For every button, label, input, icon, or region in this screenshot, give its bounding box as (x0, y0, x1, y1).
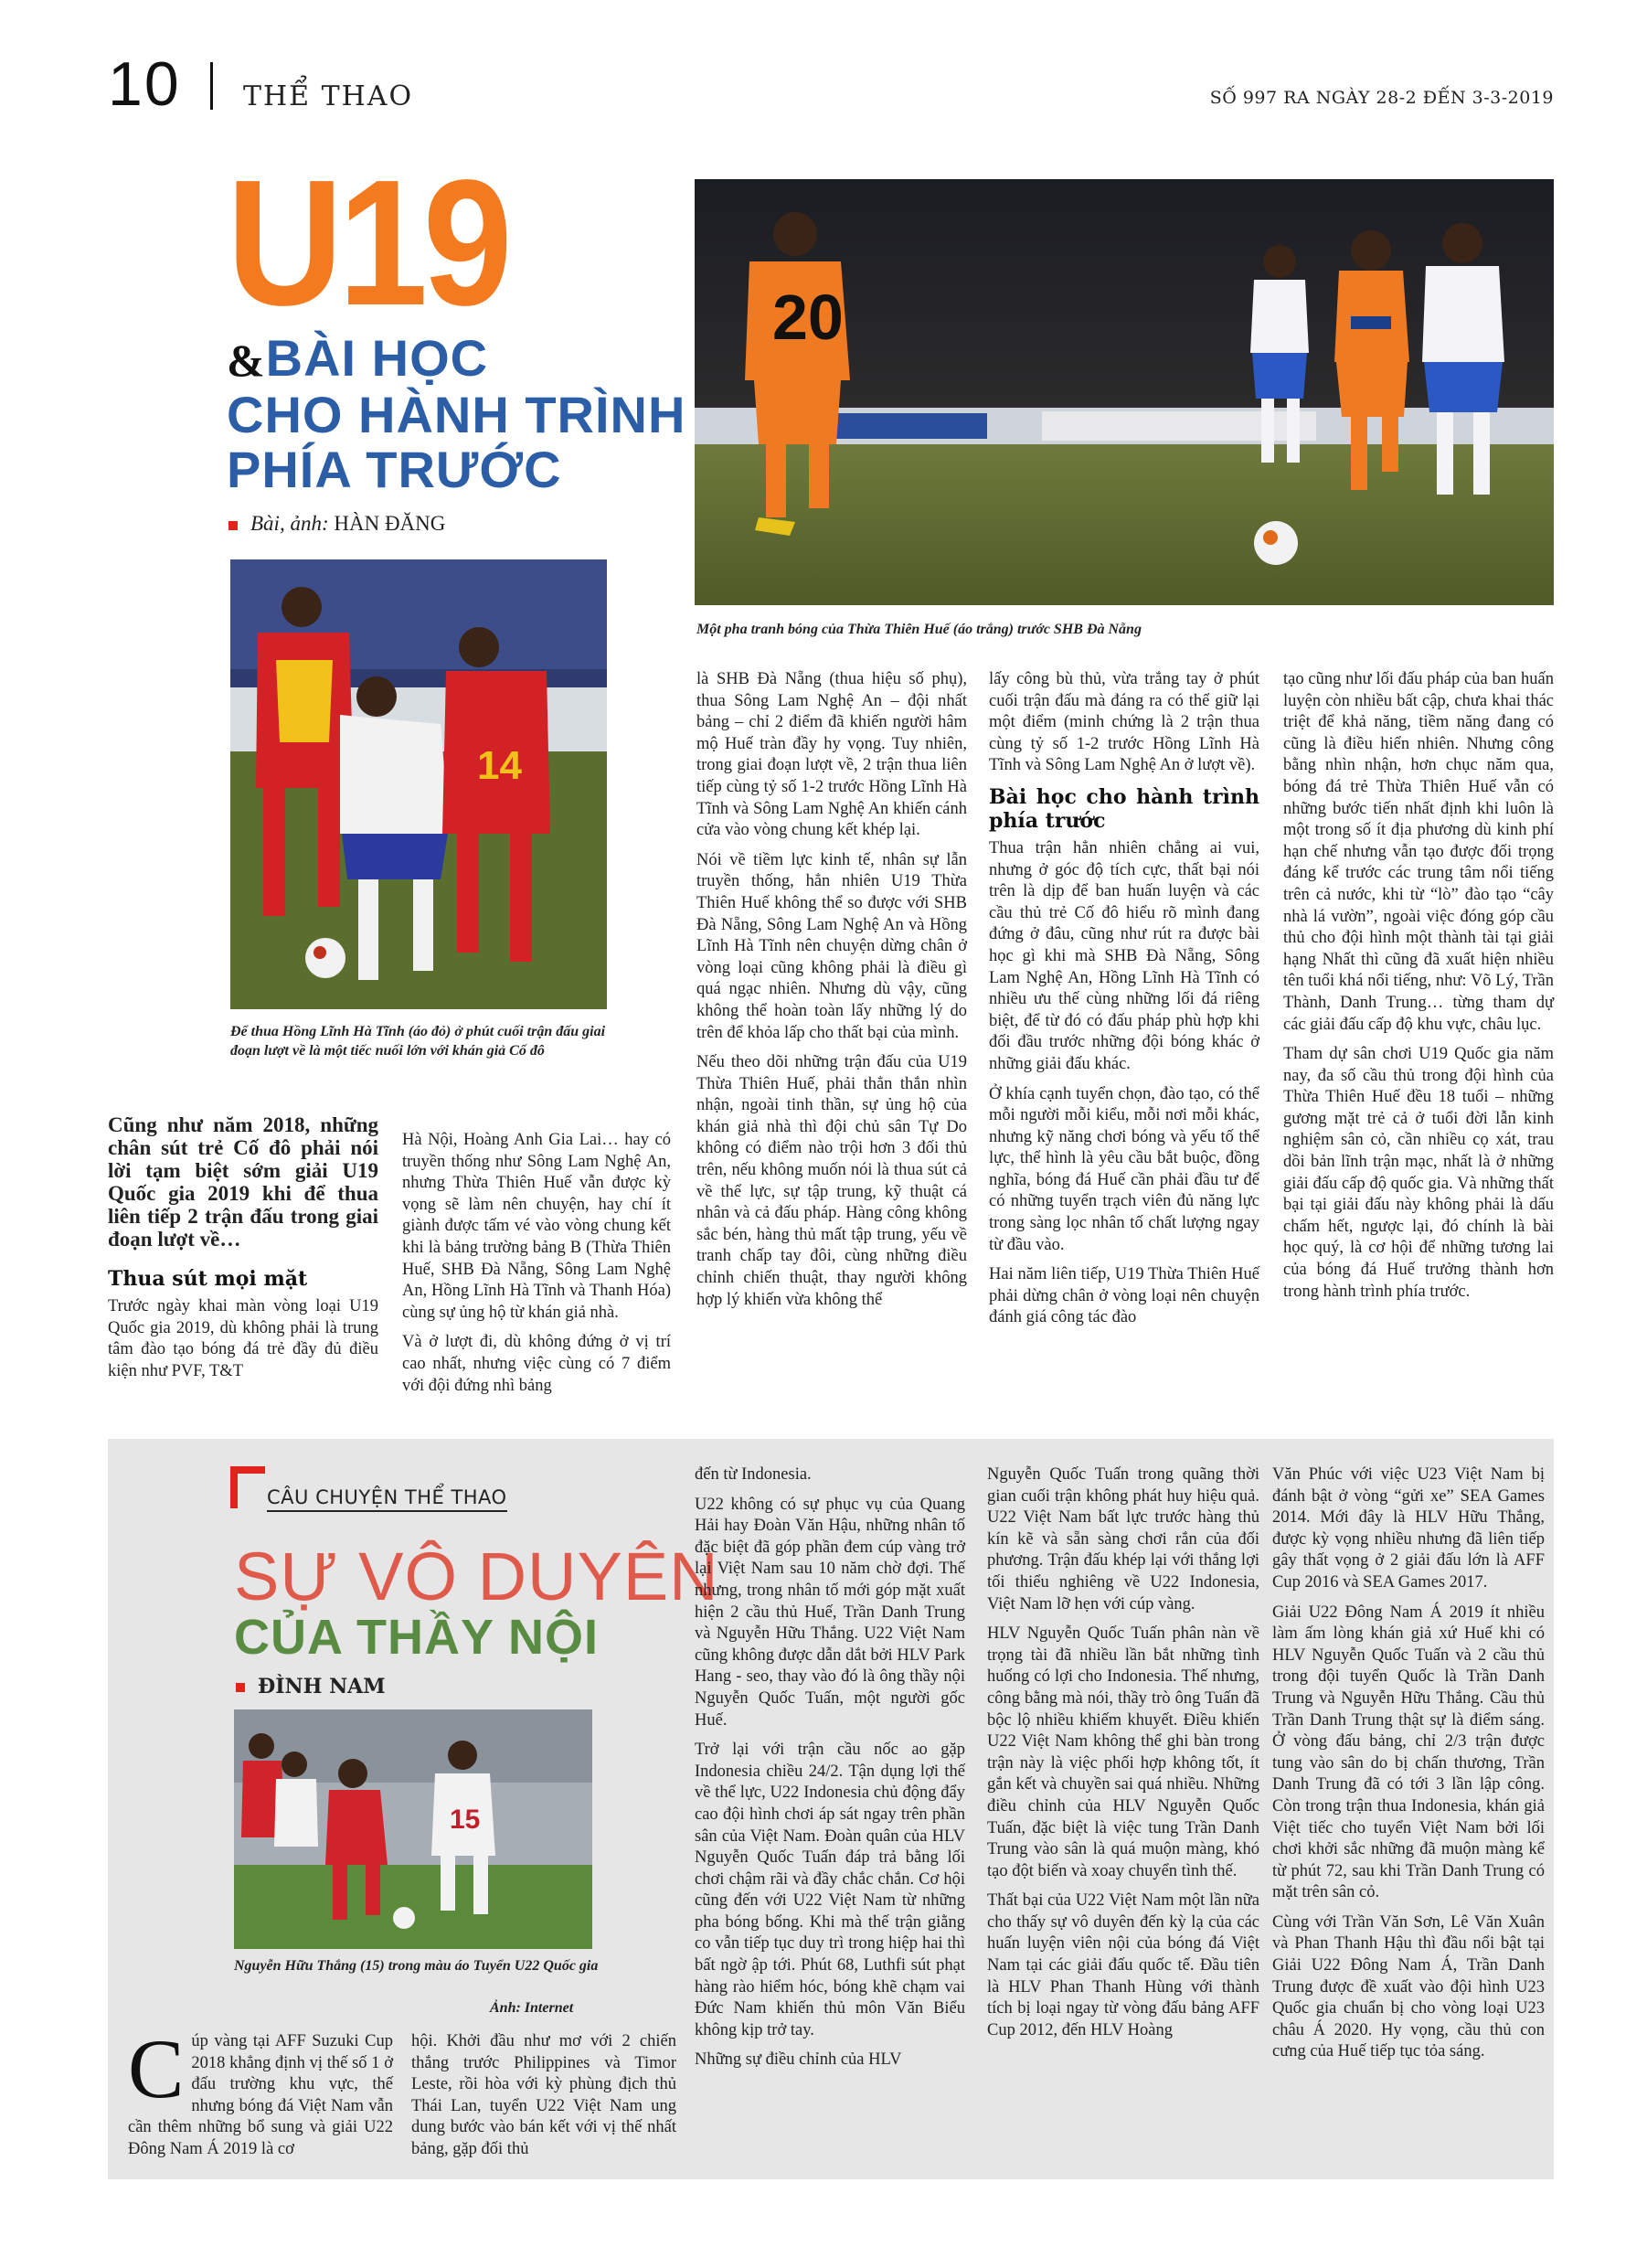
byline (228, 512, 445, 536)
page-number: 10 (108, 49, 181, 119)
main-photo-caption: Một pha tranh bóng của Thừa Thiên Huế (áo trắng) trước SHB Đà Nẵng (696, 622, 1142, 637)
section-name: THỂ THAO (243, 80, 414, 112)
paragraph: hội. Khởi đầu như mơ với 2 chiến thắng trước Philippines và Timor Leste, rồi hòa với kỳ phùng địch thủ Thái Lan, tuyển U22 Việt Nam ung dung bước vào bán kết với vị thế nhất bảng, gặp đối thủ (411, 2032, 676, 2158)
story-column-4 (987, 1464, 1259, 2050)
article-lead: Cũng như năm 2018, những chân sút trẻ Cố đô phải nói lời tạm biệt sớm giải U19 Quốc gia 2019 khi để thua liên tiếp 2 trận đấu trong giai đoạn lượt về… (108, 1113, 378, 1251)
title-line-3: PHÍA TRƯỚC (227, 441, 562, 498)
subheading-1: Thua sút mọi mặt (108, 1267, 308, 1291)
paragraph: tạo cũng như lối đấu pháp của ban huấn luyện còn nhiều bất cập, chưa khai thác triệt để khả năng, tiềm năng đang có cũng là điều hiển nhiên. Nhưng công bằng nhìn nhận, hơn chục năm qua, bóng đá trẻ Thừa Thiên Huế vẫn có những bước tiến nhất định khi luôn là một trong số ít địa phương dù kinh phí hạn chế nhưng vẫn tạo được đối trọng đáng kể trước các trung tâm nổi tiếng trên cả nước, khi từ “lò” đào tạo “cây nhà lá vườn”, ngoài việc đóng góp cầu thủ cho đội hình một thành tài tại giải hạng Nhất thì cũng đã xuất hiện nhiều tên tuổi khá nổi tiếng, như: Võ Lý, Trần Thành, Danh Trung… từng tham dự các giải đấu cấp độ khu vực, châu lục. (1283, 670, 1554, 1034)
paragraph: Thất bại của U22 Việt Nam một lần nữa cho thấy sự vô duyên đến kỳ lạ của các huấn luyện viên nội của bóng đá Việt Nam tại các giải đấu quốc tế. Đầu tiên là HLV Phan Thanh Hùng với thành tích bị loại ngay từ vòng đấu bảng AFF Cup 2012, đến HLV Hoàng (987, 1891, 1259, 2039)
paragraph: Ở khía cạnh tuyển chọn, đào tạo, có thể mỗi người mỗi kiểu, mỗi nơi mỗi khác, nhưng kỹ năng chơi bóng và yếu tố thể lực, thể hình là yêu cầu bắt buộc, đồng nghĩa, bóng đá Huế cần phải đầu tư để có những tuyển trạch viên đủ năng lực trong sàng lọc nhân tố chất lượng ngay từ đầu vào. (989, 1084, 1259, 1254)
story-box-author (236, 1675, 386, 1698)
drop-cap: C (128, 2022, 185, 2115)
svg-text:14: 14 (477, 743, 522, 788)
photo-credit: Ảnh: Internet (490, 2000, 574, 2016)
article-column-4 (989, 669, 1259, 1337)
paragraph: U22 không có sự phục vụ của Quang Hải hay Đoàn Văn Hậu, những nhân tố đặc biệt đã góp phần đem cúp vàng trở lại Việt Nam sau 10 năm chờ đợi. Thế nhưng, trong nhân tố mới góp mặt xuất hiện 2 cầu thủ Huế, Trần Danh Trung và Nguyễn Hữu Thắng. U22 Việt Nam cũng không được dẫn dắt bởi HLV Park Hang - seo, thay vào đó là ông thầy nội Nguyễn Quốc Tuấn, một người gốc Huế. (695, 1495, 965, 1730)
svg-text:15: 15 (450, 1805, 481, 1835)
subheading-2: Bài học cho hành trình phía trước (989, 784, 1259, 833)
paragraph-text: úp vàng tại AFF Suzuki Cup 2018 khẳng định vị thế số 1 ở đấu trường khu vực, thế nhưng bóng đá Việt Nam vẫn cần thêm những bổ sung và giải U22 Đông Nam Á 2019 là cơ (128, 2032, 393, 2158)
paragraph: Tham dự sân chơi U19 Quốc gia năm nay, đa số cầu thủ trong đội hình của Thừa Thiên Huế đều 18 tuổi – những gương mặt trẻ cả ở tuổi đời lẫn kinh nghiệm sân cỏ, cần nhiều cọ xát, trau dồi bản lĩnh trận mạc, nhất là ở những giải đấu cấp độ quốc gia. Và những thất bại tại giải đấu này không phải là dấu chấm hết, ngược lại, đó chính là bài học quý, là cơ hội để những tương lai của bóng đá Huế trưởng thành hơn trong hành trình phía trước. (1283, 1045, 1554, 1301)
secondary-photo-caption: Để thua Hồng Lĩnh Hà Tĩnh (áo đỏ) ở phút cuối trận đấu giai đoạn lượt về là một tiếc nuối lớn với khán giả Cố đô (230, 1024, 606, 1059)
main-photo-illustration (695, 179, 1554, 605)
paragraph: Trở lại với trận cầu nốc ao gặp Indonesia chiều 24/2. Tận dụng lợi thế về thể lực, U22 Indonesia chủ động đẩy cao đội hình chơi áp sát ngay trên phần sân của Việt Nam. Đoàn quân của HLV Nguyễn Quốc Tuấn đáp trả bằng lối chơi chậm rãi và đầy chắc chắn. Cơ hội cũng đến với U22 Việt Nam từ những pha bóng bổng. Khi mà thế trận giằng co vẫn tiếp tục duy trì trong hiệp hai thì bất ngờ ập tới. Phút 68, Luthfi sút phạt hàng rào hiểm hóc, bóng khẽ chạm vai Đức Nam khiến thủ môn Văn Biểu không kịp trở tay. (695, 1741, 965, 2039)
title-ampersand: & (227, 335, 266, 386)
paragraph: Những sự điều chỉnh của HLV (695, 2050, 902, 2070)
story-column-3 (695, 1464, 965, 2080)
paragraph (128, 2022, 393, 2161)
story-box-photo (234, 1709, 592, 1949)
paragraph: đến từ Indonesia. (695, 1465, 812, 1484)
story-column-1 (128, 2022, 393, 2169)
secondary-photo-illustration (230, 559, 607, 1009)
article-column-3 (696, 669, 967, 1319)
svg-text:20: 20 (772, 282, 844, 353)
paragraph: Hai năm liên tiếp, U19 Thừa Thiên Huế phải dừng chân ở vòng loại nên chuyện đánh giá công tác đào (989, 1265, 1259, 1327)
paragraph: lấy công bù thủ, vừa trắng tay ở phút cuối trận đấu mà đáng ra có thể giữ lại một điểm (minh chứng là 2 trận thua cùng tỷ số 1-2 trước Hồng Lĩnh Hà Tĩnh và Sông Lam Nghệ An ở lượt về). (989, 670, 1259, 775)
byline-prefix: Bài, ảnh: (250, 512, 329, 535)
story-box-photo-illustration (234, 1709, 592, 1949)
byline-author: HÀN ĐĂNG (334, 512, 446, 535)
paragraph: Nói về tiềm lực kinh tế, nhân sự lẫn truyền thống, hẳn nhiên U19 Thừa Thiên Huế không thể so được với SHB Đà Nẵng, Sông Lam Nghệ An và Hồng Lĩnh Hà Tĩnh nên chuyện dừng chân ở vòng loại cũng không phải là điều gì quá ngạc nhiên. Nhưng dù vậy, cũng không thể hoàn toàn lấy những lý do trên để khỏa lấp cho thất bại của mình. (696, 850, 967, 1042)
author-name: ĐÌNH NAM (258, 1675, 386, 1698)
bullet-square-icon (236, 1683, 245, 1692)
paragraph: Thua trận hẳn nhiên chẳng ai vui, nhưng ở góc độ tích cực, thất bại nói trên là dịp để ban huấn luyện và các cầu thủ trẻ Cố đô hiểu rõ mình đang đứng ở đâu, cũng như rút ra được bài học gì khi mà SHB Đà Nẵng, Sông Lam Nghệ An, Hồng Lĩnh Hà Tĩnh có nhiều ưu thế cùng những lối đá riêng biệt, để từ đó có đấu pháp phù hợp khi đối đầu trước những đội bóng khác ở những giải đấu khác. (989, 838, 1259, 1073)
paragraph: Nguyễn Quốc Tuấn trong quãng thời gian cuối trận không phát huy hiệu quả. U22 Việt Nam bất lực trước hàng thủ kín kẽ và sẵn sàng chơi rắn của đối phương. Trận đấu khép lại với thắng lợi tối thiểu nghiêng về U22 Indonesia, Việt Nam lỡ hẹn với cúp vàng. (987, 1465, 1259, 1613)
story-column-2 (411, 2031, 676, 2169)
bracket-icon (230, 1466, 265, 1508)
article-column-2 (402, 1130, 671, 1405)
paragraph: Nếu theo dõi những trận đấu của U19 Thừa Thiên Huế, phải thẳn thắn nhìn nhận, ngoài tinh thần, sự ủng hộ của khán giả nhà thì đội chủ sân Tự Do không có điểm nào trội hơn 3 đối thủ trên, nếu không muốn nói là thua sút cả về thể lực, sự tập trung, kỹ thuật cá nhân và cả đấu pháp. Hàng công không sắc bén, hàng thủ mất tập trung, yếu về tranh chấp tay đôi, cùng những điều chỉnh chiến thuật, thay người không hợp lý khiến vừa không thể (696, 1053, 967, 1309)
main-photo (695, 179, 1554, 605)
story-column-5 (1272, 1464, 1545, 2071)
issue-info: SỐ 997 RA NGÀY 28-2 ĐẾN 3-3-2019 (1209, 88, 1554, 108)
paragraph: Hà Nội, Hoàng Anh Gia Lai… hay có truyền thống như Sông Lam Nghệ An, nhưng Thừa Thiên Huế vẫn được kỳ vọng sẽ làm nên chuyện, hay chí ít giành được tấm vé vào vòng chung kết khi là bảng trường bảng B (Thừa Thiên Huế, SHB Đà Nẵng, Sông Lam Nghệ An, Hồng Lĩnh Hà Tĩnh và Thanh Hóa) cùng sự ủng hộ từ khán giả nhà. (402, 1131, 671, 1322)
paragraph: Giải U22 Đông Nam Á 2019 ít nhiều làm ấm lòng khán giả xứ Huế khi có HLV Nguyễn Quốc Tuấn và 2 cầu thủ trong đội tuyển Quốc là Trần Danh Trung và Nguyễn Hữu Thắng. Cầu thủ Trần Danh Trung thật sự là điểm sáng. Ở vòng đấu bảng, chỉ 2/3 trận được tung vào sân do bị chấn thương, Trần Danh Trung đã có tới 3 lần lập công. Còn trong trận thua Indonesia, khán giả Việt tiếc cho tuyển Việt Nam bởi lối chơi khởi sắc những đã muộn màng kể từ phút 72, sau khi Trần Danh Trung có mặt trên sân cỏ. (1272, 1603, 1545, 1902)
paragraph: Trước ngày khai màn vòng loại U19 Quốc gia 2019, dù không phải là trung tâm đào tạo bóng đá trẻ đầy đủ điều kiện như PVF, T&T (108, 1297, 378, 1380)
secondary-photo (230, 559, 607, 1009)
paragraph: là SHB Đà Nẵng (thua hiệu số phụ), thua Sông Lam Nghệ An – đội nhất bảng – chỉ 2 điểm đã khiến người hâm mộ Huế tràn đầy hy vọng. Tuy nhiên, trong giai đoạn lượt về, 2 trận thua liên tiếp cùng tỷ số 1-2 trước Hồng Lĩnh Hà Tĩnh và Sông Lam Nghệ An khiến cánh cửa vào vòng chung kết khép lại. (696, 670, 967, 840)
header-divider (210, 62, 213, 110)
bullet-square-icon (228, 521, 238, 530)
title-line-2: CHO HÀNH TRÌNH (227, 386, 686, 443)
paragraph: Cùng với Trần Văn Sơn, Lê Văn Xuân và Phan Thanh Hậu thì đầu nổi bật tại Giải U22 Đông Nam Á, Trần Danh Trung được đề xuất vào đội hình U23 Quốc gia chuẩn bị cho vòng loại U23 châu Á 2020. Hy vọng, cầu thủ con cưng của Huế tiếp tục tỏa sáng. (1272, 1912, 1545, 2061)
paragraph: Và ở lượt đi, dù không đứng ở vị trí cao nhất, nhưng việc cùng có 7 điểm với đội đứng nhì bảng (402, 1333, 671, 1395)
title-line-1: BÀI HỌC (265, 329, 489, 387)
article-title-main: U19 (227, 143, 508, 343)
paragraph: Văn Phúc với việc U23 Việt Nam bị đánh bật ở vòng “gửi xe” SEA Games 2014. Mới đây là HLV Hữu Thắng, được kỳ vọng nhiều nhưng đã liên tiếp gây thất vọng ở 2 giải đấu lớn là AFF Cup 2016 và SEA Games 2017. (1272, 1465, 1545, 1592)
story-box-title-line-2: CỦA THẦY NỘI (234, 1610, 600, 1665)
paragraph: HLV Nguyễn Quốc Tuấn phân nàn về trọng tài đã nhiều lần bắt những tình huống có lợi cho Indonesia. Thế nhưng, công bằng mà nói, thầy trò ông Tuấn đã bộc lộ nhiều khiếm khuyết. Điều khiến U22 Việt Nam không thể ghi bàn trong trận này là việc phối hợp không tốt, ít gắn kết và chuyền sai quá nhiều. Những điều chỉnh của HLV Nguyễn Quốc Tuấn, đặc biệt là việc tung Trần Danh Trung vào sân là quá muộn màng, khó tạo đột biến và xoay chuyển tình thế. (987, 1624, 1259, 1880)
article-column-1 (108, 1113, 378, 1390)
article-title-sub (227, 331, 685, 497)
story-box-photo-caption: Nguyễn Hữu Thắng (15) trong màu áo Tuyển U22 Quốc gia (234, 1958, 599, 1974)
story-box-title-line-1: SỰ VÔ DUYÊN (234, 1539, 719, 1614)
story-box-label: CÂU CHUYỆN THỂ THAO (267, 1486, 507, 1512)
article-column-5 (1283, 669, 1554, 1311)
